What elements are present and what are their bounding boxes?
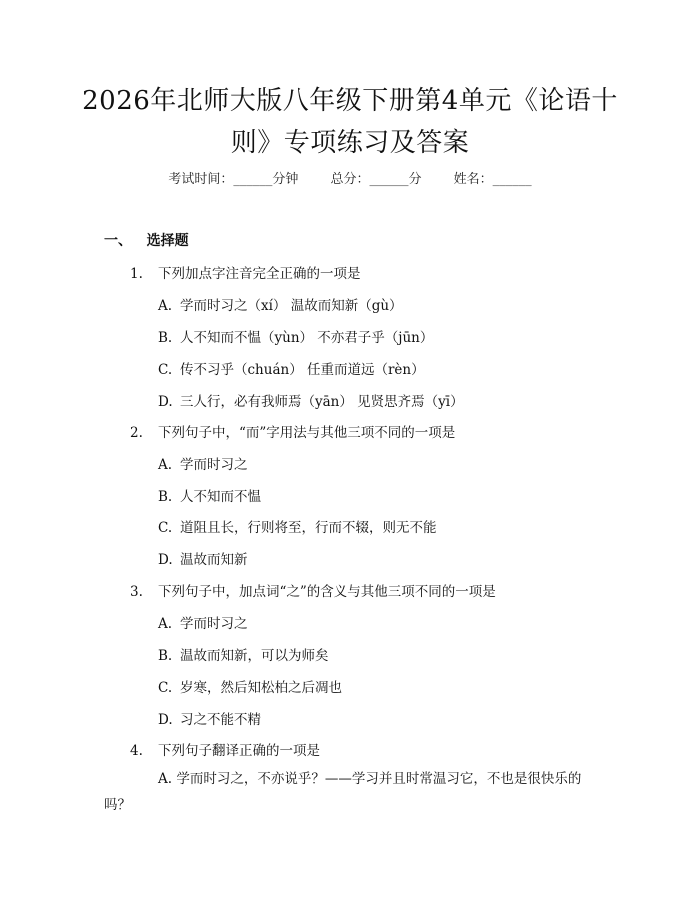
question-1 [130, 262, 361, 282]
option-letter: C. [158, 520, 173, 536]
name-label: 姓名： [453, 172, 493, 187]
name-blank: ______ [492, 172, 532, 187]
question-3 [130, 580, 496, 600]
option-text: 学而时习之（xí） 温故而知新（gù） [180, 298, 403, 314]
question-text: 下列句子翻译正确的一项是 [158, 743, 320, 759]
option-letter: D. [158, 394, 173, 410]
option-letter: B. [158, 648, 173, 664]
question-4 [130, 739, 320, 759]
score-label: 总分： [330, 172, 370, 187]
section-heading [104, 230, 189, 250]
question-text: 下列句子中，加点词“之”的含义与其他三项不同的一项是 [158, 584, 496, 600]
time-unit: 分钟 [272, 172, 299, 187]
option-letter: A. [158, 298, 173, 314]
question-2 [130, 421, 455, 441]
option-text: 学而时习之，不亦说乎？——学习并且时常温习它，不也是很快乐的吗？ [104, 771, 582, 813]
exam-name [454, 172, 532, 187]
option-text: 温故而知新 [180, 552, 248, 568]
q3-option-d [158, 708, 261, 728]
q1-option-d [158, 390, 464, 410]
time-blank: ______ [233, 172, 273, 187]
q1-option-a [158, 294, 403, 314]
option-text: 温故而知新，可以为师矣 [180, 648, 329, 664]
option-text: 岁寒，然后知松柏之后凋也 [180, 680, 342, 696]
q3-option-c [158, 676, 342, 696]
option-text: 习之不能不精 [180, 712, 261, 728]
exam-score [330, 172, 421, 187]
q1-option-c [158, 358, 425, 378]
q1-option-b [158, 326, 433, 346]
q3-option-b [158, 644, 329, 664]
option-letter: A. [158, 457, 173, 473]
question-text: 下列句子中，“而”字用法与其他三项不同的一项是 [158, 425, 456, 441]
exam-meta [0, 168, 700, 187]
option-letter: D. [158, 552, 173, 568]
question-number: 4. [130, 743, 143, 759]
exam-time [168, 172, 298, 187]
time-label: 考试时间： [168, 172, 234, 187]
option-letter: A. [158, 771, 173, 787]
option-letter: C. [158, 362, 173, 378]
option-letter: B. [158, 330, 173, 346]
option-text: 学而时习之 [180, 616, 248, 632]
option-text: 传不习乎（chuán） 任重而道远（rèn） [180, 362, 425, 378]
option-text: 道阻且长，行则将至，行而不辍，则无不能 [180, 520, 437, 536]
section-number: 一、 [104, 233, 132, 249]
question-number: 2. [130, 425, 143, 441]
q2-option-c [158, 516, 437, 536]
question-number: 3. [130, 584, 143, 600]
question-text: 下列加点字注音完全正确的一项是 [158, 266, 361, 282]
option-letter: B. [158, 489, 173, 505]
score-unit: 分 [408, 172, 422, 187]
option-text: 人不知而不愠 [180, 489, 261, 505]
option-text: 学而时习之 [180, 457, 248, 473]
q3-option-a [158, 612, 248, 632]
q2-option-d [158, 548, 248, 568]
question-number: 1. [130, 266, 143, 282]
q4-option-a [104, 766, 604, 818]
option-letter: C. [158, 680, 173, 696]
option-text: 人不知而不愠（yùn） 不亦君子乎（jūn） [180, 330, 434, 346]
option-text: 三人行，必有我师焉（yān） 见贤思齐焉（yī） [180, 394, 464, 410]
option-letter: A. [158, 616, 173, 632]
q2-option-b [158, 485, 261, 505]
score-blank: ______ [369, 172, 409, 187]
page-title: 2026年北师大版八年级下册第4单元《论语十则》专项练习及答案 [82, 86, 618, 158]
option-letter: D. [158, 712, 173, 728]
section-title: 选择题 [146, 233, 189, 249]
q2-option-a [158, 453, 248, 473]
